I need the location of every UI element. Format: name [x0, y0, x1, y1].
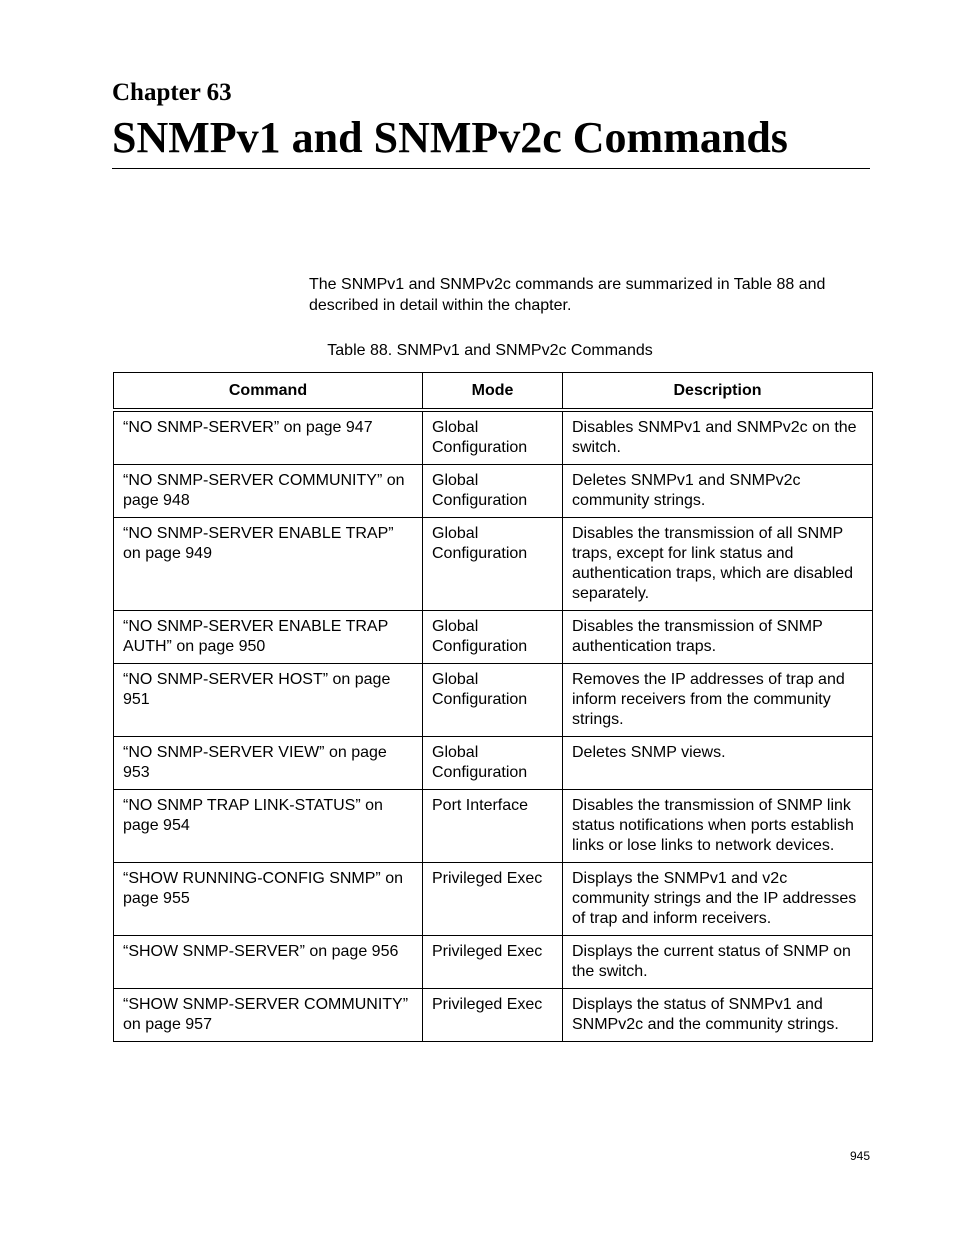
table-row: [114, 518, 873, 611]
table-row: [114, 936, 873, 989]
mode-cell: Global Configuration: [423, 518, 563, 611]
table-row: [114, 790, 873, 863]
mode-cell: Privileged Exec: [423, 936, 563, 989]
command-cell[interactable]: “NO SNMP-SERVER VIEW” on page 953: [114, 737, 423, 790]
mode-cell: Privileged Exec: [423, 989, 563, 1042]
command-cell[interactable]: “NO SNMP-SERVER COMMUNITY” on page 948: [114, 465, 423, 518]
description-cell: Disables SNMPv1 and SNMPv2c on the switch.: [563, 410, 873, 465]
command-cell[interactable]: “NO SNMP-SERVER HOST” on page 951: [114, 664, 423, 737]
table-row: [114, 989, 873, 1042]
table-row: [114, 863, 873, 936]
chapter-label: Chapter 63: [112, 79, 232, 106]
table-row: [114, 664, 873, 737]
mode-cell: Global Configuration: [423, 410, 563, 465]
description-cell: Deletes SNMPv1 and SNMPv2c community strings.: [563, 465, 873, 518]
table-row: [114, 611, 873, 664]
mode-cell: Port Interface: [423, 790, 563, 863]
description-cell: Disables the transmission of SNMP authentication traps.: [563, 611, 873, 664]
header-command: Command: [114, 373, 423, 411]
mode-cell: Global Configuration: [423, 737, 563, 790]
table-row: [114, 410, 873, 465]
header-mode: Mode: [423, 373, 563, 411]
chapter-title: SNMPv1 and SNMPv2c Commands: [112, 113, 788, 162]
mode-cell: Global Configuration: [423, 611, 563, 664]
command-cell[interactable]: “SHOW SNMP-SERVER COMMUNITY” on page 957: [114, 989, 423, 1042]
description-cell: Displays the SNMPv1 and v2c community strings and the IP addresses of trap and inform receivers.: [563, 863, 873, 936]
description-cell: Disables the transmission of all SNMP traps, except for link status and authentication traps, which are disabled separately.: [563, 518, 873, 611]
header-description: Description: [563, 373, 873, 411]
table-header-row: [114, 373, 873, 411]
table-row: [114, 465, 873, 518]
command-cell[interactable]: “NO SNMP-SERVER ENABLE TRAP” on page 949: [114, 518, 423, 611]
table-row: [114, 737, 873, 790]
command-cell[interactable]: “SHOW RUNNING-CONFIG SNMP” on page 955: [114, 863, 423, 936]
title-rule: [112, 168, 870, 169]
mode-cell: Privileged Exec: [423, 863, 563, 936]
description-cell: Displays the status of SNMPv1 and SNMPv2c and the community strings.: [563, 989, 873, 1042]
page-number: 945: [849, 1149, 870, 1163]
description-cell: Removes the IP addresses of trap and inform receivers from the community strings.: [563, 664, 873, 737]
table-caption: Table 88. SNMPv1 and SNMPv2c Commands: [327, 342, 653, 359]
intro-paragraph: The SNMPv1 and SNMPv2c commands are summarized in Table 88 and described in detail within the chapter.: [309, 276, 826, 314]
command-cell[interactable]: “SHOW SNMP-SERVER” on page 956: [114, 936, 423, 989]
command-cell[interactable]: “NO SNMP-SERVER” on page 947: [114, 410, 423, 465]
command-cell[interactable]: “NO SNMP TRAP LINK-STATUS” on page 954: [114, 790, 423, 863]
description-cell: Displays the current status of SNMP on the switch.: [563, 936, 873, 989]
command-cell[interactable]: “NO SNMP-SERVER ENABLE TRAP AUTH” on page 950: [114, 611, 423, 664]
commands-table: [113, 372, 873, 1042]
description-cell: Disables the transmission of SNMP link status notifications when ports establish links or lose links to network devices.: [563, 790, 873, 863]
mode-cell: Global Configuration: [423, 664, 563, 737]
mode-cell: Global Configuration: [423, 465, 563, 518]
description-cell: Deletes SNMP views.: [563, 737, 873, 790]
